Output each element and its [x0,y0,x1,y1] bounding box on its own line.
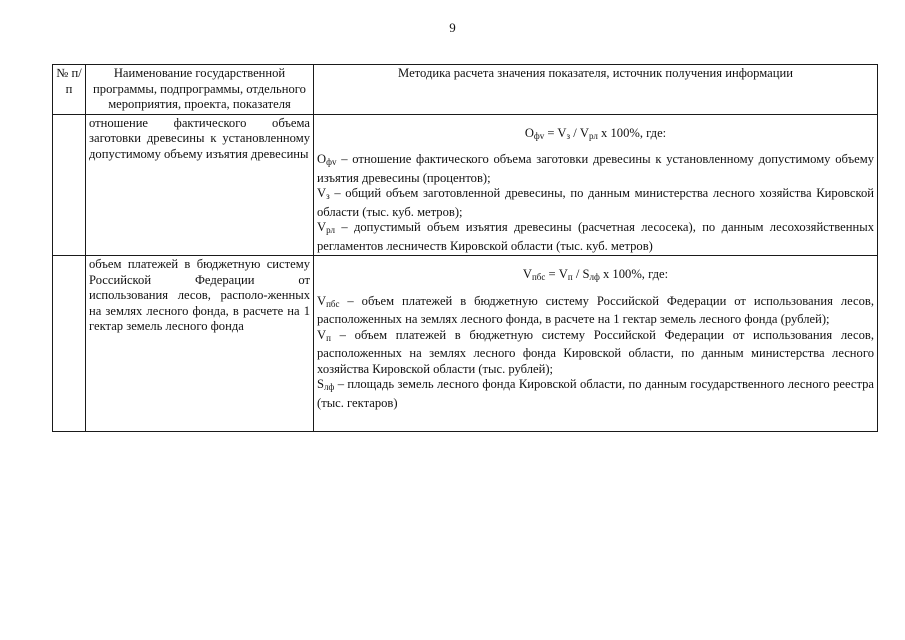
indicator-name-cell: отношение фактического объема заготовки древесины к установленному допустимому объему изъятия древесины [86,114,314,256]
formula: $V_{пбс} = V_п / S_{лф}$ х 100%, где: [522,267,669,282]
definition: $V_{пбс}$ – объем платежей в бюджетную систему Российской Федерации от использования лесов, расположенных на землях лесного фонда, в расчете на 1 гектар земель лесного фонда (рублей); [317,293,874,326]
header-name: Наименование государственной программы, подпрограммы, отдельного мероприятия, проекта, показателя [86,65,314,115]
header-method: Методика расчета значения показателя, источник получения информации [314,65,878,115]
indicator-table [52,64,878,432]
page-number: 9 [449,20,456,35]
method-cell [314,256,878,432]
row-number-cell [53,256,86,432]
table-header-row [53,65,878,115]
table-row [53,256,878,432]
definition: $S_{лф}$ – площадь земель лесного фонда Кировской области, по данным государственного лесного реестра (тыс. гектаров) [317,377,874,410]
definition: $V_п$ – объем платежей в бюджетную систему Российской Федерации от использования лесов, расположенных на землях лесного фонда Кировской области, по данным министерства лесного хозяйства Кировской области (тыс. рублей); [317,327,874,376]
method-cell [314,114,878,256]
definition: $V_{рл}$ – допустимый объем изъятия древесины (расчетная лесосека), по данным лесохозяйственных регламентов лесничеств Кировской области (тыс. куб. метров) [317,220,874,253]
row-number-cell [53,114,86,256]
definition: $V_з$ – общий объем заготовленной древесины, по данным министерства лесного хозяйства Кировской области (тыс. куб. метров); [317,186,874,219]
formula: $О_{фv} = V_з / V_{рл}$ х 100%, где: [524,125,667,141]
table-row [53,114,878,256]
indicator-name-cell: объем платежей в бюджетную систему Российской Федерации от использования лесов, располо-женных на землях лесного фонда, в расчете на 1 гектар земель лесного фонда [86,256,314,432]
definition: $О_{фv}$ – отношение фактического объема заготовки древесины к установленному допустимому объему изъятия древесины (процентов); [317,152,874,185]
header-number: № п/п [53,65,86,115]
